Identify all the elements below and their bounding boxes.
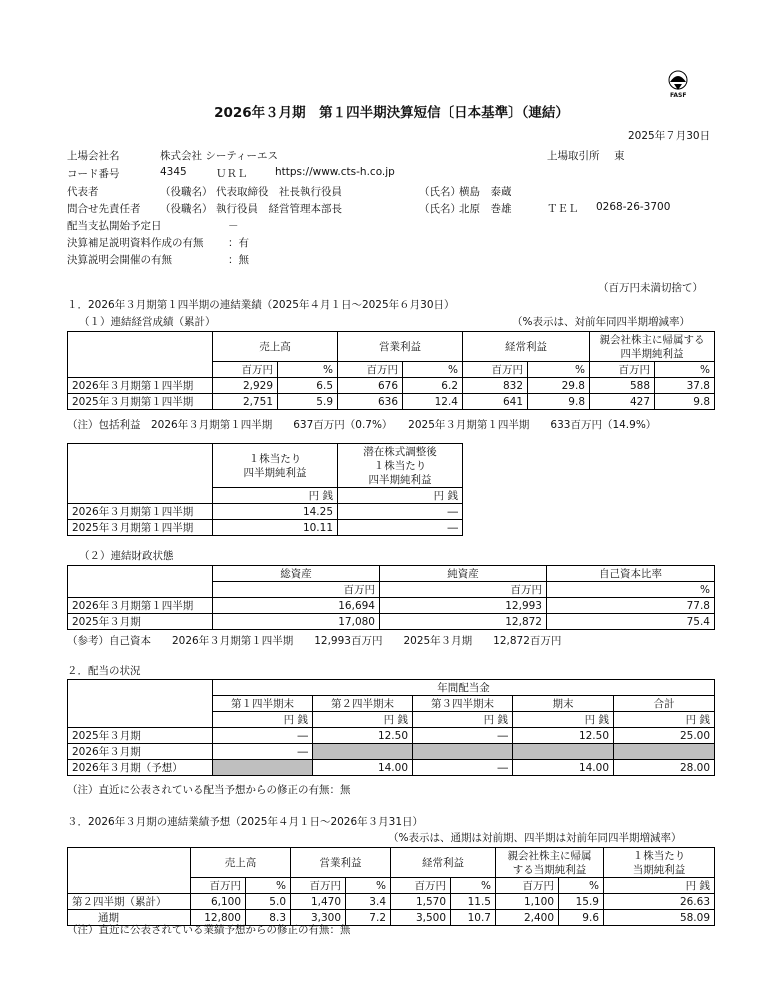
cell: 2,929 — [213, 378, 278, 394]
company-name-value: 株式会社 シーティーエス — [160, 150, 278, 162]
section3-title: ３．2026年３月期の連結業績予想（2025年４月１日～2026年３月31日） — [67, 816, 424, 828]
row-label: 2025年３月期 — [68, 614, 213, 630]
cell: 588 — [590, 378, 655, 394]
header-q3: 第３四半期末 — [413, 696, 513, 712]
url-value[interactable]: https://www.cts-h.co.jp — [275, 166, 395, 178]
cell: 2,751 — [213, 394, 278, 410]
unit-cell: % — [278, 362, 338, 378]
unit-cell: 百万円 — [391, 878, 451, 894]
unit-cell: 百万円 — [338, 362, 403, 378]
supplementary-value: ：有 — [228, 237, 249, 249]
cell: 3,500 — [391, 910, 451, 926]
unit-cell: % — [655, 362, 715, 378]
section1-1-note: （%表示は、対前年同四半期増減率） — [512, 316, 690, 328]
cell: 1,470 — [291, 894, 346, 910]
header-total: 合計 — [614, 696, 715, 712]
cell: 9.8 — [528, 394, 590, 410]
unit-cell: 円 銭 — [213, 488, 338, 504]
unit-cell: 百万円 — [191, 878, 246, 894]
shaded-cell — [313, 744, 413, 760]
cell: 29.8 — [528, 378, 590, 394]
row-label: 2025年３月期第１四半期 — [68, 394, 213, 410]
cell: 3.4 — [346, 894, 391, 910]
unit-cell: % — [403, 362, 463, 378]
cell: 37.8 — [655, 378, 715, 394]
cell: ― — [413, 728, 513, 744]
shaded-cell — [413, 744, 513, 760]
header-equity-ratio: 自己資本比率 — [547, 566, 715, 582]
eps-table — [67, 443, 463, 536]
header-total-assets: 総資産 — [213, 566, 380, 582]
representative-label: 代表者 — [67, 186, 99, 198]
table-corner — [68, 444, 213, 488]
rep-name: 横島 泰蔵 — [459, 186, 512, 198]
table-corner — [68, 332, 213, 362]
cell: 5.0 — [246, 894, 291, 910]
document-date: 2025年７月30日 — [628, 130, 711, 142]
document-title: 2026年３月期 第１四半期決算短信〔日本基準〕（連結） — [214, 105, 569, 121]
header-sales: 売上高 — [191, 848, 291, 878]
supplementary-label: 決算補足説明資料作成の有無 — [67, 237, 204, 249]
section1-1-title: （１）連結経営成績（累計） — [79, 316, 216, 328]
cell: ― — [338, 504, 463, 520]
forecast-note: （注）直近に公表されている業績予想からの修正の有無：無 — [67, 924, 351, 936]
contact-label: 問合せ先責任者 — [67, 203, 141, 215]
cell: 14.25 — [213, 504, 338, 520]
code-label: コード番号 — [67, 168, 120, 180]
cell: 26.63 — [604, 894, 715, 910]
exchange-value: 東 — [614, 150, 625, 162]
table-corner — [68, 566, 213, 582]
cell: ― — [213, 728, 313, 744]
header-sales: 売上高 — [213, 332, 338, 362]
unit-cell: 百万円 — [380, 582, 547, 598]
table-row — [68, 520, 463, 536]
row-label: 2026年３月期第１四半期 — [68, 378, 213, 394]
cell: 16,694 — [213, 598, 380, 614]
header-q1: 第１四半期末 — [213, 696, 313, 712]
table-corner — [68, 680, 213, 696]
cell: 12.50 — [313, 728, 413, 744]
unit-cell: 百万円 — [291, 878, 346, 894]
cell: 11.5 — [451, 894, 496, 910]
table-row — [68, 760, 715, 776]
financial-position-table — [67, 565, 715, 630]
unit-cell: 円 銭 — [213, 712, 313, 728]
cell: 8.3 — [246, 910, 291, 926]
table-row — [68, 598, 715, 614]
header-ordinary-income: 経常利益 — [391, 848, 496, 878]
briefing-label: 決算説明会開催の有無 — [67, 254, 172, 266]
section1-title: １．2026年３月期第１四半期の連結業績（2025年４月１日～2025年６月30日） — [67, 299, 455, 311]
unit-cell: 円 銭 — [513, 712, 614, 728]
logo-text: FASF — [670, 92, 687, 99]
table-row — [68, 728, 715, 744]
table-corner — [68, 878, 191, 894]
table-corner — [68, 696, 213, 712]
cell: 58.09 — [604, 910, 715, 926]
cell: 2,400 — [496, 910, 559, 926]
shaded-cell — [614, 744, 715, 760]
table-row — [68, 614, 715, 630]
forecast-table — [67, 847, 715, 926]
contact-title-label: （役職名） — [160, 203, 213, 215]
unit-cell: 円 銭 — [614, 712, 715, 728]
cell: 676 — [338, 378, 403, 394]
rep-name-label: （氏名） — [419, 186, 461, 198]
cell: 9.8 — [655, 394, 715, 410]
contact-title: 執行役員 経営管理本部長 — [216, 203, 342, 215]
cell: 427 — [590, 394, 655, 410]
unit-cell: 百万円 — [590, 362, 655, 378]
table-corner — [68, 582, 213, 598]
cell: 12.50 — [513, 728, 614, 744]
unit-cell: % — [547, 582, 715, 598]
cell: 12,993 — [380, 598, 547, 614]
tel-value: 0268-26-3700 — [596, 201, 671, 213]
table-row — [68, 744, 715, 760]
briefing-value: ：無 — [228, 254, 249, 266]
section2-title: ２．配当の状況 — [67, 665, 141, 677]
rep-title: 代表取締役 社長執行役員 — [216, 186, 342, 198]
unit-cell: 円 銭 — [604, 878, 715, 894]
dividends-table — [67, 679, 715, 776]
header-net-income: 親会社株主に帰属 する当期純利益 — [496, 848, 604, 878]
tel-label: ＴＥＬ — [547, 203, 579, 215]
row-label: 2026年３月期第１四半期 — [68, 504, 213, 520]
header-year-end: 期末 — [513, 696, 614, 712]
cell: 7.2 — [346, 910, 391, 926]
unit-cell: % — [559, 878, 604, 894]
unit-cell: % — [346, 878, 391, 894]
dividend-start-value: － — [228, 220, 239, 232]
row-label: 2026年３月期 — [68, 744, 213, 760]
cell: 6.5 — [278, 378, 338, 394]
cell: 10.11 — [213, 520, 338, 536]
cell: 17,080 — [213, 614, 380, 630]
shaded-cell — [513, 744, 614, 760]
table-row — [68, 378, 715, 394]
unit-cell: 百万円 — [213, 362, 278, 378]
cell: 5.9 — [278, 394, 338, 410]
cell: 14.00 — [313, 760, 413, 776]
unit-cell: % — [451, 878, 496, 894]
unit-cell: % — [528, 362, 590, 378]
comprehensive-income-note: （注）包括利益 2026年３月期第１四半期 637百万円（0.7%） 2025年３月期第１四半期 633百万円（14.9%） — [67, 419, 657, 431]
cell: 641 — [463, 394, 528, 410]
cell: 15.9 — [559, 894, 604, 910]
contact-name: 北原 巻雄 — [459, 203, 512, 215]
cell: 77.8 — [547, 598, 715, 614]
cell: 12.4 — [403, 394, 463, 410]
row-label: 第２四半期（累計） — [68, 894, 191, 910]
header-annual-dividends: 年間配当金 — [213, 680, 715, 696]
header-eps: １株当たり 当期純利益 — [604, 848, 715, 878]
unit-cell: 百万円 — [213, 582, 380, 598]
cell: 9.6 — [559, 910, 604, 926]
cell: 6,100 — [191, 894, 246, 910]
row-label: 2025年３月期 — [68, 728, 213, 744]
header-net-income: 親会社株主に帰属する 四半期純利益 — [590, 332, 715, 362]
fasf-logo — [660, 68, 696, 102]
row-label: 通期 — [68, 910, 191, 926]
dividend-start-label: 配当支払開始予定日 — [67, 220, 162, 232]
table-corner — [68, 712, 213, 728]
header-q2: 第２四半期末 — [313, 696, 413, 712]
section1-2-title: （２）連結財政状態 — [79, 550, 174, 562]
row-label: 2026年３月期（予想） — [68, 760, 213, 776]
cell: 12,872 — [380, 614, 547, 630]
url-label: ＵＲＬ — [216, 168, 248, 180]
table-corner — [68, 488, 213, 504]
table-corner — [68, 362, 213, 378]
cell: 12,800 — [191, 910, 246, 926]
unit-cell: 円 銭 — [313, 712, 413, 728]
cell: ― — [338, 520, 463, 536]
cell: 6.2 — [403, 378, 463, 394]
table-row — [68, 394, 715, 410]
unit-cell: 円 銭 — [413, 712, 513, 728]
cell: 1,100 — [496, 894, 559, 910]
header-eps: １株当たり 四半期純利益 — [213, 444, 338, 488]
header-ordinary-income: 経常利益 — [463, 332, 590, 362]
cell: ― — [213, 744, 313, 760]
company-name-label: 上場会社名 — [67, 150, 120, 162]
equity-note: （参考）自己資本 2026年３月期第１四半期 12,993百万円 2025年３月期 12,872百万円 — [67, 635, 562, 647]
contact-name-label: （氏名） — [419, 203, 461, 215]
unit-cell: 百万円 — [496, 878, 559, 894]
exchange-label: 上場取引所 — [547, 150, 600, 162]
cell: 1,570 — [391, 894, 451, 910]
unit-cell: % — [246, 878, 291, 894]
header-diluted-eps: 潜在株式調整後 １株当たり 四半期純利益 — [338, 444, 463, 488]
cell: ― — [413, 760, 513, 776]
section3-note: （%表示は、通期は対前期、四半期は対前年同四半期増減率） — [388, 832, 682, 844]
unit-cell: 円 銭 — [338, 488, 463, 504]
header-net-assets: 純資産 — [380, 566, 547, 582]
rep-title-label: （役職名） — [160, 186, 213, 198]
table-corner — [68, 848, 191, 878]
shaded-cell — [213, 760, 313, 776]
cell: 25.00 — [614, 728, 715, 744]
cell: 10.7 — [451, 910, 496, 926]
cell: 3,300 — [291, 910, 346, 926]
table-row — [68, 504, 463, 520]
header-operating-income: 営業利益 — [338, 332, 463, 362]
unit-note: （百万円未満切捨て） — [598, 282, 703, 294]
cell: 636 — [338, 394, 403, 410]
header-operating-income: 営業利益 — [291, 848, 391, 878]
table-row — [68, 894, 715, 910]
code-value: 4345 — [160, 166, 187, 178]
cell: 28.00 — [614, 760, 715, 776]
row-label: 2025年３月期第１四半期 — [68, 520, 213, 536]
operating-results-table — [67, 331, 715, 410]
row-label: 2026年３月期第１四半期 — [68, 598, 213, 614]
cell: 75.4 — [547, 614, 715, 630]
unit-cell: 百万円 — [463, 362, 528, 378]
cell: 832 — [463, 378, 528, 394]
dividend-note: （注）直近に公表されている配当予想からの修正の有無：無 — [67, 784, 351, 796]
cell: 14.00 — [513, 760, 614, 776]
